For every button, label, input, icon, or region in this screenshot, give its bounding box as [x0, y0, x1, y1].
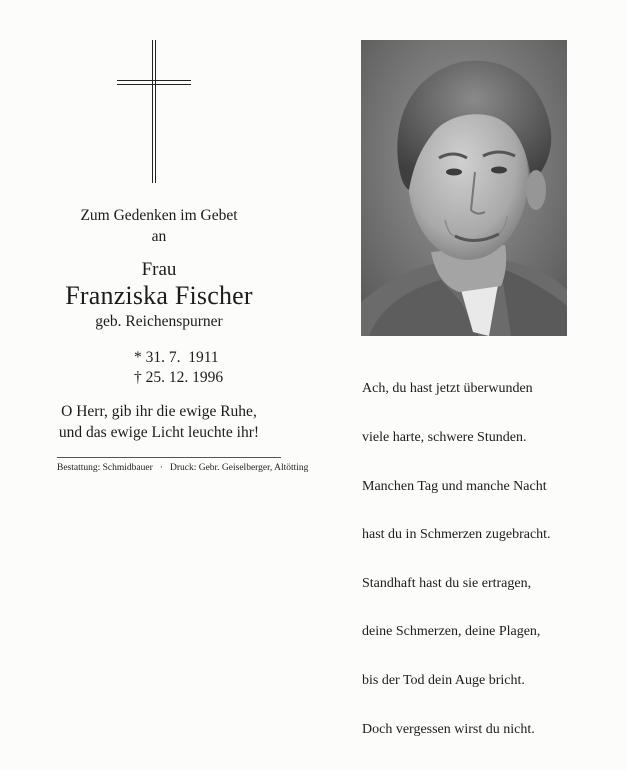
undertaker-credit: Bestattung: Schmidbauer	[57, 463, 153, 473]
footer-separator: ·	[159, 463, 163, 473]
memorial-line: Zum Gedenken im Gebet	[80, 207, 238, 224]
poem-line: Manchen Tag und manche Nacht	[362, 478, 547, 494]
poem-line: Doch vergessen wirst du nicht.	[362, 721, 535, 737]
prayer-line-1: O Herr, gib ihr die ewige Ruhe,	[61, 403, 257, 420]
birth-date: * 31. 7. 1911	[134, 349, 219, 366]
poem-line: hast du in Schmerzen zugebracht.	[362, 527, 551, 543]
life-dates	[134, 348, 223, 388]
footer-divider	[57, 457, 281, 458]
footer-credits	[57, 463, 308, 473]
an-line: an	[151, 228, 167, 245]
prayer-line-2: und das ewige Licht leuchte ihr!	[58, 424, 260, 441]
death-date: † 25. 12. 1996	[134, 369, 224, 386]
poem	[362, 349, 551, 770]
prayer	[0, 401, 318, 443]
poem-line: viele harte, schwere Stunden.	[362, 430, 527, 446]
printer-credit: Druck: Gebr. Geiselberger, Altötting	[169, 463, 309, 473]
poem-line: bis der Tod dein Auge bricht.	[362, 673, 525, 689]
double-line-cross-icon	[117, 40, 191, 184]
poem-line: Ach, du hast jetzt überwunden	[362, 381, 533, 397]
poem-line: deine Schmerzen, deine Plagen,	[362, 624, 541, 640]
title-line: Frau	[141, 259, 177, 280]
left-panel	[0, 0, 318, 492]
portrait-photo	[361, 40, 567, 336]
deceased-name: Franziska Fischer	[65, 281, 253, 310]
poem-line: Standhaft hast du sie ertragen,	[362, 575, 532, 591]
maiden-name: geb. Reichenspurner	[95, 313, 223, 330]
